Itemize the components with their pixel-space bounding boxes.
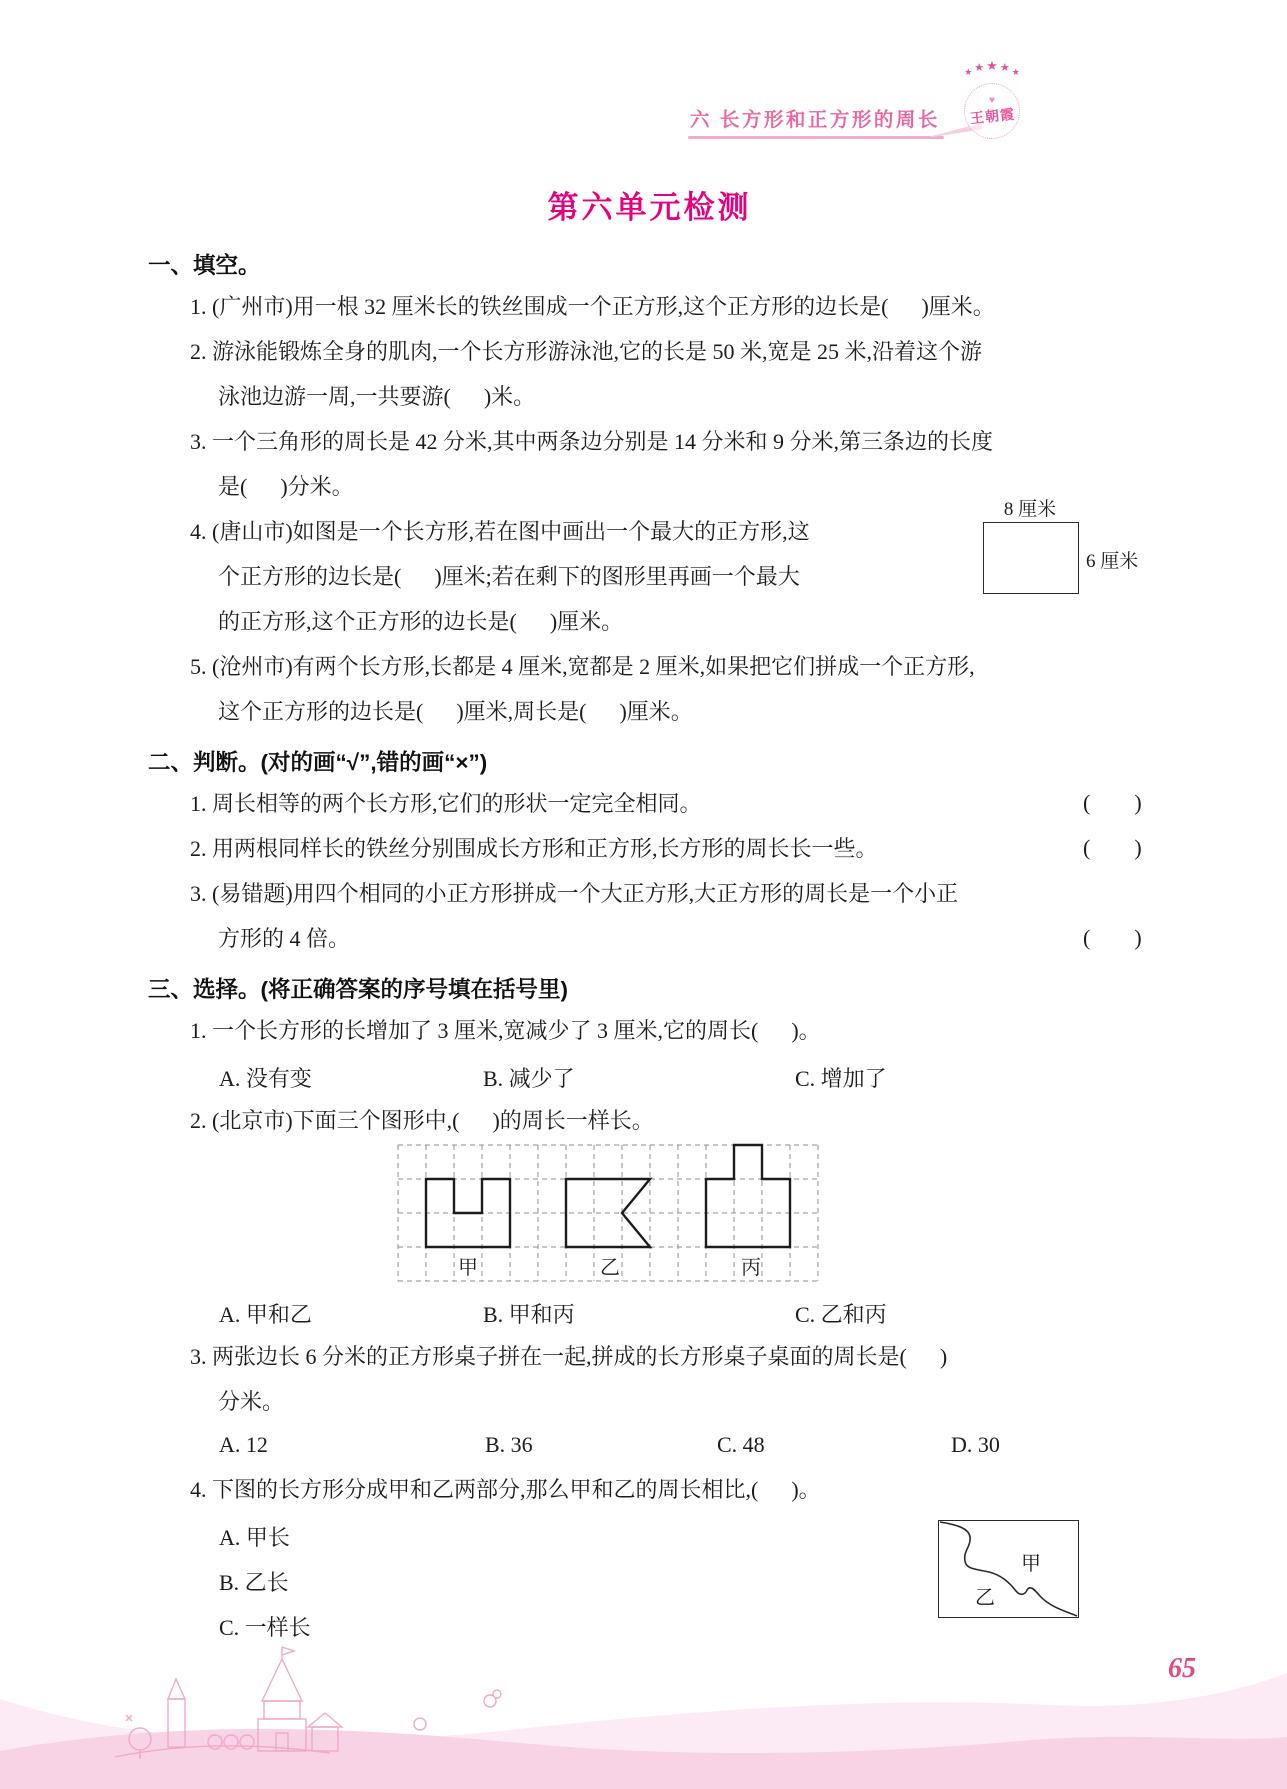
choice-q3-line1: 3. 两张边长 6 分米的正方形桌子拼在一起,拼成的长方形桌子桌面的周长是( ): [190, 1344, 948, 1369]
rect-figure: [983, 522, 1079, 594]
choice-q2-option-c: C. 乙和丙: [795, 1302, 887, 1327]
footer-decoration: [0, 1639, 1287, 1789]
star-icon: ★: [974, 62, 985, 74]
grid-label-jia: 甲: [458, 1257, 478, 1279]
grid-label-bing: 丙: [741, 1257, 761, 1279]
choice-q4-option-a: A. 甲长: [219, 1525, 290, 1550]
judge-q1-answer-paren: ( ): [1083, 790, 1142, 815]
rect-figure-top-label: 8 厘米: [1003, 499, 1057, 520]
judge-q2-answer-paren: ( ): [1083, 835, 1142, 860]
choice-q4-option-b: B. 乙长: [219, 1570, 289, 1595]
stamp-name: 王朝霞: [968, 107, 1016, 128]
fill-q3-line2: 是( )分米。: [218, 474, 354, 499]
stamp-circle: [964, 83, 1020, 139]
star-icon: ★: [999, 62, 1010, 74]
grid-figure: [396, 1143, 822, 1285]
choice-q1-line: 1. 一个长方形的长增加了 3 厘米,宽减少了 3 厘米,它的周长( )。: [190, 1018, 821, 1043]
star-icon: ★: [986, 58, 998, 73]
choice-q1-option-c: C. 增加了: [795, 1066, 887, 1091]
section-fill-heading: 一、填空。: [148, 253, 261, 278]
unit-header-title: 六 长方形和正方形的周长: [690, 109, 940, 131]
choice-q3-option-a: A. 12: [219, 1432, 268, 1457]
section-judge-heading: 二、判断。(对的画“√”,错的画“×”): [148, 750, 488, 775]
fill-q5-line1: 5. (沧州市)有两个长方形,长都是 4 厘米,宽都是 2 厘米,如果把它们拼成一个正方形,: [190, 654, 975, 679]
choice-q4-option-c: C. 一样长: [219, 1615, 311, 1640]
grid-label-yi: 乙: [600, 1257, 620, 1279]
judge-q3-line1: 3. (易错题)用四个相同的小正方形拼成一个大正方形,大正方形的周长是一个小正: [190, 881, 959, 906]
publisher-stamp: [956, 58, 1028, 139]
fill-q2-line1: 2. 游泳能锻炼全身的肌肉,一个长方形游泳池,它的长是 50 米,宽是 25 米,沿着这个游: [190, 339, 983, 364]
choice-q4-line: 4. 下图的长方形分成甲和乙两部分,那么甲和乙的周长相比,( )。: [190, 1477, 821, 1502]
choice-q1-option-b: B. 减少了: [483, 1066, 575, 1091]
choice-q3-option-c: C. 48: [717, 1432, 765, 1457]
fill-q5-line2: 这个正方形的边长是( )厘米,周长是( )厘米。: [218, 699, 693, 724]
stamp-stars-icon: [956, 58, 1028, 81]
choice-q2-line: 2. (北京市)下面三个图形中,( )的周长一样长。: [190, 1108, 654, 1133]
fill-q2-line2: 泳池边游一周,一共要游( )米。: [218, 384, 536, 409]
star-icon: ★: [1011, 67, 1020, 77]
choice-q3-line2: 分米。: [218, 1389, 285, 1414]
judge-q1-line: 1. 周长相等的两个长方形,它们的形状一定完全相同。: [190, 791, 702, 816]
grid-shape-bing: [706, 1145, 790, 1247]
fill-q4-line1: 4. (唐山市)如图是一个长方形,若在图中画出一个最大的正方形,这: [190, 519, 810, 544]
fill-q4-line3: 的正方形,这个正方形的边长是( )厘米。: [218, 609, 624, 634]
choice-q1-option-a: A. 没有变: [219, 1066, 312, 1091]
choice-q2-option-b: B. 甲和丙: [483, 1302, 575, 1327]
choice-q2-option-a: A. 甲和乙: [219, 1302, 312, 1327]
divided-label-jia: 甲: [1021, 1553, 1041, 1575]
judge-q3-line2: 方形的 4 倍。: [218, 926, 351, 951]
unit-header-underline: [688, 136, 944, 139]
star-icon: ★: [964, 67, 973, 77]
heart-icon: ♥: [989, 95, 995, 106]
choice-q3-option-b: B. 36: [485, 1432, 533, 1457]
choice-q3-option-d: D. 30: [951, 1432, 1000, 1457]
divided-curve: [939, 1521, 1078, 1617]
judge-q3-answer-paren: ( ): [1083, 925, 1142, 950]
rect-figure-side-label: 6 厘米: [1086, 551, 1139, 572]
divided-rect-figure: [938, 1520, 1079, 1618]
fill-q3-line1: 3. 一个三角形的周长是 42 分米,其中两条边分别是 14 分米和 9 分米,第三条边的长度: [190, 429, 994, 454]
divided-label-yi: 乙: [975, 1587, 995, 1609]
fill-q1-line: 1. (广州市)用一根 32 厘米长的铁丝围成一个正方形,这个正方形的边长是( )厘米。: [190, 294, 995, 319]
page-number: 65: [1168, 1653, 1196, 1684]
fill-q4-line2: 个正方形的边长是( )厘米;若在剩下的图形里再画一个最大: [218, 564, 800, 589]
section-choice-heading: 三、选择。(将正确答案的序号填在括号里): [148, 977, 568, 1002]
judge-q2-line: 2. 用两根同样长的铁丝分别围成长方形和正方形,长方形的周长长一些。: [190, 836, 878, 861]
page-title: 第六单元检测: [547, 190, 752, 225]
